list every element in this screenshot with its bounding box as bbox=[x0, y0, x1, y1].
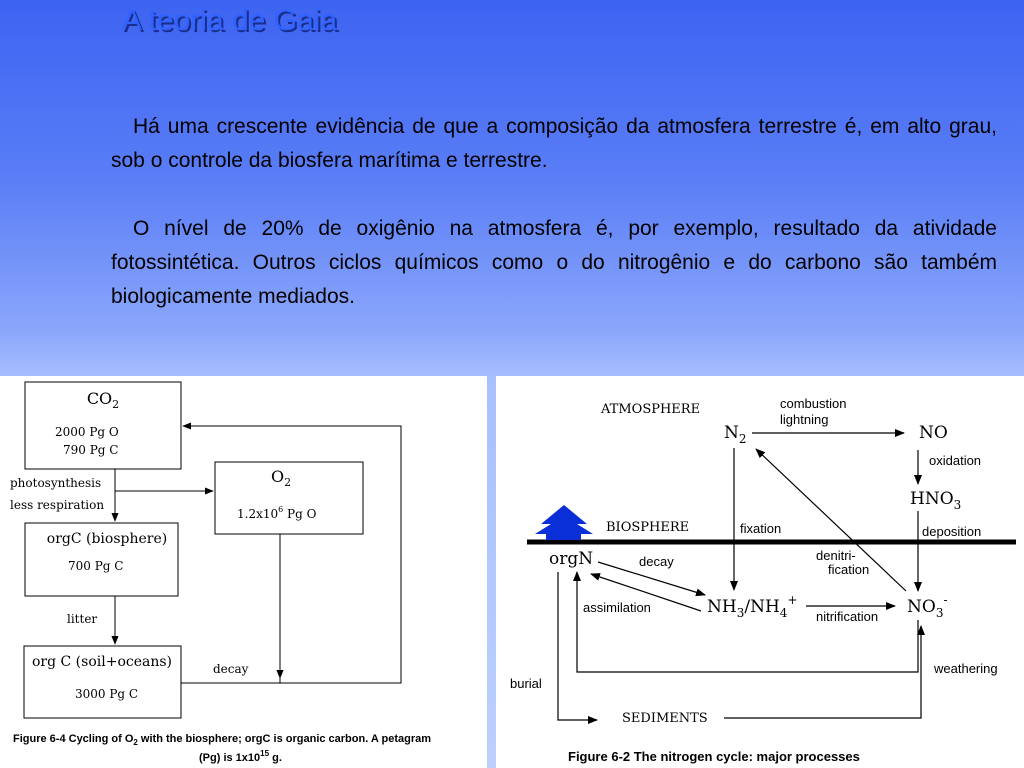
orgc-soil-value: 3000 Pg C bbox=[75, 687, 139, 701]
orgc-soil-box bbox=[24, 646, 181, 718]
paragraph-1: Há uma crescente evidência de que a composição da atmosfera terrestre é, em alto grau, sob o controle da biosfera marítima e terrestre. bbox=[111, 115, 997, 172]
o2-box bbox=[215, 462, 363, 534]
biosphere-label: BIOSPHERE bbox=[606, 520, 690, 535]
oxidation-label: oxidation bbox=[929, 453, 982, 468]
decay-label: decay bbox=[639, 554, 674, 569]
litter-label: litter bbox=[67, 612, 98, 626]
denitrification-label-2: fication bbox=[828, 562, 870, 577]
co2-box bbox=[25, 382, 181, 469]
atmosphere-label: ATMOSPHERE bbox=[601, 402, 701, 417]
oxygen-cycle-figure bbox=[0, 376, 487, 768]
co2-label: $CO_2$ bbox=[86, 389, 120, 411]
slide-title: A teoria de Gaia bbox=[122, 4, 338, 37]
combustion-label: combustion bbox=[780, 396, 847, 411]
nh3-species: $NH_3/NH_4^+$ bbox=[707, 593, 798, 620]
assimilation-label: assimilation bbox=[583, 600, 651, 615]
deposition-label: deposition bbox=[922, 524, 982, 539]
photosynthesis-label: photosynthesis bbox=[10, 476, 102, 490]
o2-value: $1.2x10^6$ Pg O bbox=[237, 505, 317, 521]
nitrification-label: nitrification bbox=[816, 609, 879, 624]
paragraph-2: O nível de 20% de oxigênio na atmosfera é, por exemplo, resultado da atividade fotossintética. Outros ciclos químicos como o do nitrogênio e do carbono são também biologicamente mediados. bbox=[111, 217, 997, 308]
orgn-species: orgN bbox=[549, 549, 594, 569]
no-species: NO bbox=[919, 423, 948, 443]
oxygen-figure-caption-line2: (Pg) is $1x10^{15}$ g. bbox=[199, 749, 282, 764]
sediments-label: SEDIMENTS bbox=[622, 711, 708, 726]
co2-oxygen-value: 2000 Pg O bbox=[55, 425, 119, 439]
orgc-soil-label: org C (soil+oceans) bbox=[31, 654, 173, 670]
burial-label: burial bbox=[510, 676, 542, 691]
fixation-label: fixation bbox=[740, 521, 782, 536]
respiration-label: less respiration bbox=[10, 498, 105, 512]
no3-species: $NO_3^-$ bbox=[907, 593, 948, 620]
hno3-species: $HNO_3$ bbox=[910, 489, 962, 512]
n2-species: $N_2$ bbox=[724, 423, 747, 446]
nitrogen-cycle-figure bbox=[496, 376, 1024, 768]
nitrogen-figure-caption: Figure 6-2 The nitrogen cycle: major processes bbox=[568, 749, 860, 764]
decay-label: decay bbox=[213, 662, 249, 676]
o2-label: $O_2$ bbox=[270, 467, 292, 489]
denitrification-label-1: denitri- bbox=[816, 548, 856, 563]
co2-carbon-value: 790 Pg C bbox=[63, 443, 119, 457]
oxygen-figure-caption-line1: Figure 6-4 Cycling of $O_2$ with the biosphere; orgC is organic carbon. A petagram bbox=[13, 733, 432, 747]
orgc-biosphere-value: 700 Pg C bbox=[68, 559, 124, 573]
lightning-label: lightning bbox=[780, 412, 829, 427]
biosphere-arrow-icon bbox=[535, 505, 593, 540]
return-co2-arrow bbox=[181, 426, 401, 683]
weathering-label: weathering bbox=[934, 661, 998, 676]
decay-line bbox=[181, 534, 280, 683]
orgc-biosphere-box bbox=[25, 523, 178, 596]
orgc-biosphere-label: orgC (biosphere) bbox=[46, 531, 168, 547]
